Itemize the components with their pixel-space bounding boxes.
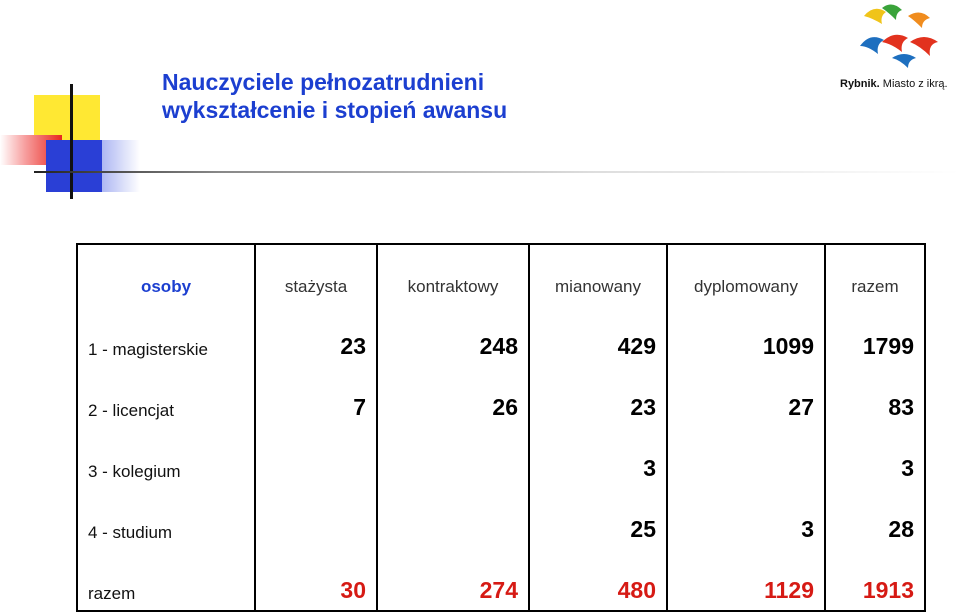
table-cell xyxy=(377,427,529,488)
table-cell: 3 xyxy=(529,427,667,488)
header-cell: dyplomowany xyxy=(667,244,825,305)
table-cell: 83 xyxy=(825,366,925,427)
table-cell: 23 xyxy=(529,366,667,427)
table-cell: 429 xyxy=(529,305,667,366)
table-cell: 26 xyxy=(377,366,529,427)
table-cell: 7 xyxy=(255,366,377,427)
page-title xyxy=(162,68,507,124)
table-row xyxy=(77,366,925,427)
row-label: 4 - studium xyxy=(77,488,255,549)
row-label: 2 - licencjat xyxy=(77,366,255,427)
table-cell xyxy=(377,488,529,549)
table-cell: 1799 xyxy=(825,305,925,366)
table-row xyxy=(77,488,925,549)
rybnik-logo xyxy=(840,2,953,94)
table-cell: 1129 xyxy=(667,549,825,611)
title-line-2: wykształcenie i stopień awansu xyxy=(162,97,508,123)
header-cell: kontraktowy xyxy=(377,244,529,305)
table-total-row xyxy=(77,549,925,611)
table-cell: 1913 xyxy=(825,549,925,611)
table-row xyxy=(77,427,925,488)
header-cell: osoby xyxy=(77,244,255,305)
decor-blue-fade xyxy=(100,140,140,192)
table-cell: 3 xyxy=(825,427,925,488)
table-cell: 25 xyxy=(529,488,667,549)
table-cell: 30 xyxy=(255,549,377,611)
table-cell: 3 xyxy=(667,488,825,549)
table-cell: 28 xyxy=(825,488,925,549)
logo-tagline: Miasto z ikrą. xyxy=(879,78,948,90)
data-table xyxy=(76,243,926,612)
decor-blue-square xyxy=(46,140,102,192)
row-label: 1 - magisterskie xyxy=(77,305,255,366)
header-cell: razem xyxy=(825,244,925,305)
title-line-1: Nauczyciele pełnozatrudnieni xyxy=(162,69,485,95)
table-cell: 27 xyxy=(667,366,825,427)
header-cell: stażysta xyxy=(255,244,377,305)
table-cell: 248 xyxy=(377,305,529,366)
table-cell: 23 xyxy=(255,305,377,366)
logo-brand: Rybnik. xyxy=(840,78,880,90)
table-header-row xyxy=(77,244,925,305)
header-cell: mianowany xyxy=(529,244,667,305)
table-cell xyxy=(255,488,377,549)
decor-vertical-line xyxy=(70,84,73,199)
table-cell xyxy=(255,427,377,488)
fish-logo-icon xyxy=(852,2,948,74)
table-row xyxy=(77,305,925,366)
table-cell: 1099 xyxy=(667,305,825,366)
table-cell: 274 xyxy=(377,549,529,611)
row-label: razem xyxy=(77,549,255,611)
table-cell: 480 xyxy=(529,549,667,611)
table-cell xyxy=(667,427,825,488)
logo-text xyxy=(840,78,948,90)
row-label: 3 - kolegium xyxy=(77,427,255,488)
decor-horizontal-line xyxy=(34,171,960,173)
